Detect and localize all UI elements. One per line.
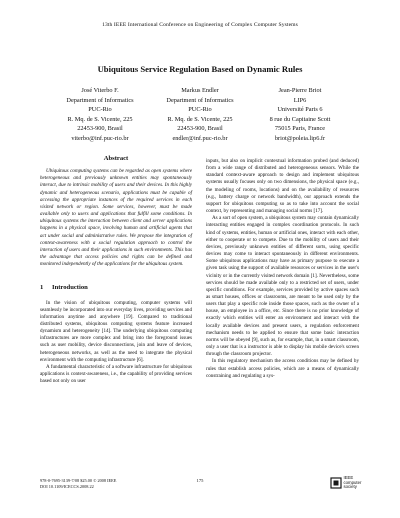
- author-block: [52, 86, 348, 144]
- author-3: [252, 86, 348, 144]
- abstract-heading: Abstract: [103, 155, 129, 162]
- conference-header: 13th IEEE International Conference on Engineering of Complex Computer Systems: [102, 22, 298, 28]
- body-paragraph-1: inputs, but also on implicit contextual information probed (and deduced) from a wide range of distributed and heterogeneous sensors. While the standard context-aware approach to design and implement ubiquitous systems usually focuses only on two dimensions, the physical space (e.g., the modeling of rooms, locations) and on the availability of resources (e.g., battery charge or network bandwidth), our approach extends the support for ubiquitous computing so as to take into account the social context, by representing and managing social norms [17].: [206, 158, 359, 215]
- logo-line-1: IEEE: [343, 475, 354, 481]
- ieee-computer-society-logo: [330, 473, 364, 493]
- author-inst: PUC-Rio: [188, 106, 212, 114]
- author-addr1: R. Mq. de S. Vicente, 225: [167, 115, 233, 123]
- logo-line-3: society: [343, 484, 357, 490]
- author-name: Markus Endler: [181, 87, 219, 94]
- right-column: [206, 158, 359, 380]
- author-1: [52, 86, 148, 144]
- author-inst: PUC-Rio: [88, 106, 112, 114]
- author-email: briot@poleia.lip6.fr: [274, 134, 326, 142]
- section-title: Introduction: [52, 284, 88, 292]
- footer-doi: DOI 10.1109/ICECCS.2008.22: [40, 484, 94, 489]
- author-name: José Viterbo F.: [81, 87, 119, 94]
- abstract-text: Ubiquitous computing systems can be regarded as open systems where heterogeneous and previously unknown entities may spontaneously interact, due to intrinsic mobility of users and their devices. In this highly dynamic and heterogeneous scenario, applications must be capable of accessing the appropriate instances of the required services in each visited network or region. Some services, however, must be made available only to users and applications that fulfill some conditions. In ubiquitous systems the interaction between client and server applications happens in a physical space, involving human and artificial agents that act under social and administrative rules. We propose the integration of context-awareness with a social regulation approach to control the interaction of users and their applications in such environments. This has the advantage that access policies and rights can be defined and monitored independently of the applications for the ubiquitous system.: [40, 168, 192, 268]
- author-dept: Department of Informatics: [66, 96, 134, 104]
- author-addr2: 75015 Paris, France: [274, 125, 326, 133]
- computer-society-logo-icon: [330, 477, 342, 489]
- author-2: [152, 86, 248, 144]
- footer-isbn: 978-0-7695-3139-7/08 $25.00 © 2008 IEEE: [40, 478, 117, 483]
- author-name: Jean-Pierre Briot: [278, 87, 322, 94]
- author-dept: LIP6: [293, 96, 307, 104]
- body-paragraph-2: As a sort of open system, a ubiquitous system may contain dynamically interacting entities engaged in complex coordination protocols. In such kind of systems, entities, human or artificial ones, interact with each other, either to cooperate or to compete. Due to the mobility of users and their devices, previously unknown entities of different sorts, using specific devices may come to interact spontaneously in different environments. Some ubiquitous applications may have as primary purpose to execute a given task using the support of available resources or services in the user's vicinity or in the currently visited network domain [1]. Nevertheless, some services should be made available only to a restricted set of users, under specific conditions. For example, services provided by active spaces such as smart houses, offices or classrooms, are meant to be used only by the users that play a specific role inside those spaces, such as the owner of a house, an employee in a office, etc. Since there is no prior knowledge of exactly which entities will enter an environment and interact with the locally available devices and present users, a regulation enforcement mechanism needs to be applied to ensure that some basic interaction norms will be obeyed [9], such as, for example, that, in a smart classroom, only a user that is a instructor is able to display his mobile device's screen through the classroom projector.: [206, 215, 359, 358]
- paper-title: Ubiquitous Service Regulation Based on Dynamic Rules: [97, 64, 303, 74]
- body-paragraph-3: In this regulatory mechanism the access conditions may be defined by rules that establish access policies, which are a means of dynamically constraining and regulating a sys-: [206, 358, 359, 379]
- left-column: [40, 155, 192, 385]
- page-number: 175: [196, 478, 204, 483]
- author-addr2: 22453-900, Brasil: [177, 125, 223, 133]
- author-dept: Department of Informatics: [166, 96, 234, 104]
- intro-paragraph-1: In the vision of ubiquitous computing, computer systems will seamlessly be incorporated into our everyday lives, providing services and information anytime and anywhere [19]. Compared to traditional distributed systems, ubiquitous computing systems feature increased dynamism and heterogeneity [14]. The underlying ubiquitous computing infrastructures are more complex and bring into the foreground issues such as user mobility, device disconnections, join and leave of devices, heterogeneous networks, as well as the need to integrate the physical environment with the computing infrastructure [6].: [40, 299, 192, 363]
- logo-line-2: computer: [343, 479, 362, 485]
- section-number: 1: [40, 284, 44, 292]
- author-addr1: R. Mq. de S. Vicente, 225: [67, 115, 133, 123]
- author-addr1: 8 rue du Capitaine Scott: [269, 115, 331, 123]
- author-email: endler@inf.puc-rio.br: [172, 134, 228, 142]
- logo-wordmark: [344, 476, 362, 489]
- author-inst: Université Paris 6: [277, 106, 323, 114]
- author-email: viterbo@inf.puc-rio.br: [71, 134, 129, 142]
- intro-paragraph-2: A fundamental characteristic of a software infrastructure for ubiquitous applications is context-awareness, i.e., the capability of providing services based not only on user: [40, 363, 192, 385]
- author-addr2: 22453-900, Brasil: [77, 125, 123, 133]
- section-heading-introduction: [40, 284, 192, 291]
